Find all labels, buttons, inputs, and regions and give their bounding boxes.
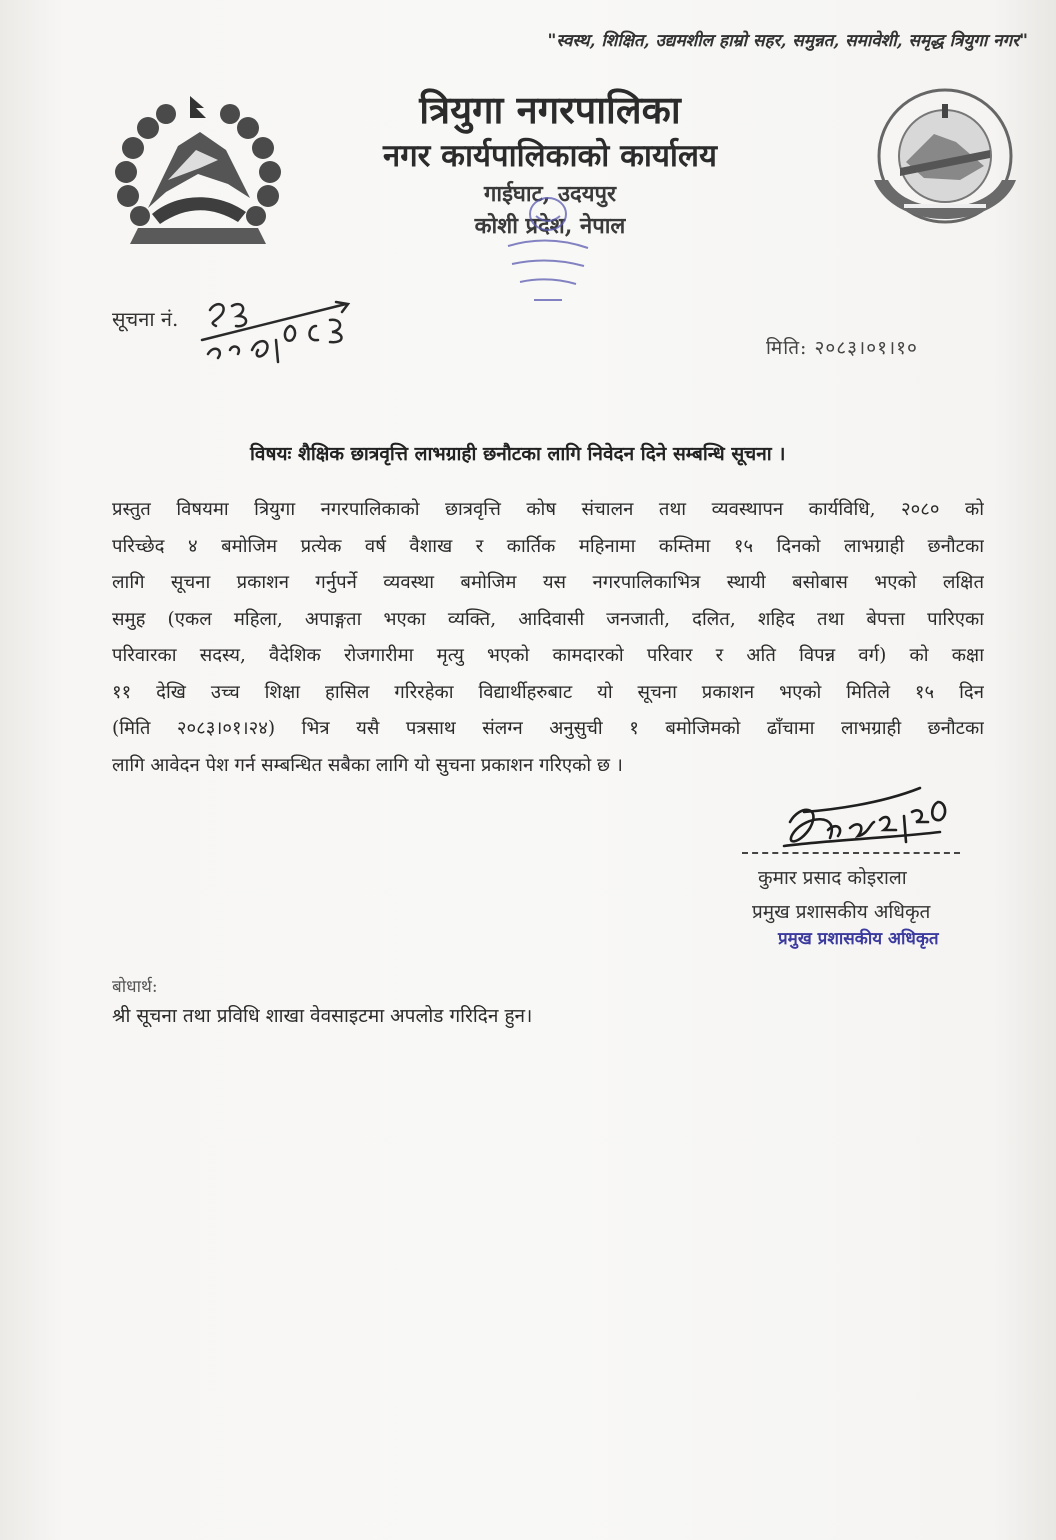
- office-stamp: [498, 186, 598, 316]
- letter-date: मिति: २०८३।०१।१०: [766, 337, 918, 359]
- municipality-motto: "स्वस्थ, शिक्षित, उद्यमशील हाम्रो सहर, समुन्नत, समावेशी, समृद्ध त्रियुगा नगर": [547, 31, 1028, 51]
- municipality-name: त्रियुगा नगरपालिका: [419, 87, 681, 132]
- body-line: ११ देखि उच्च शिक्षा हासिल गरिरहेका विद्यार्थीहरुबाट यो सूचना प्रकाशन भएको मितिले १५ दिन: [112, 681, 984, 703]
- body-line: (मिति २०८३।०१।२४) भित्र यसै पत्रसाथ संलग्न अनुसुची १ बमोजिमको ढाँचामा लाभग्राही छनौटका: [112, 718, 984, 739]
- signer-title: प्रमुख प्रशासकीय अधिकृत: [752, 901, 931, 923]
- nepal-emblem-logo: [108, 88, 288, 258]
- body-line: लागि आवेदन पेश गर्न सम्बन्धित सबैका लागि यो सुचना प्रकाशन गरिएको छ ।: [112, 754, 623, 776]
- cc-label: बोधार्थ:: [112, 977, 158, 997]
- subject-line: विषयः शैक्षिक छात्रवृत्ति लाभग्राही छनौटका लागि निवेदन दिने सम्बन्धि सूचना ।: [250, 443, 786, 465]
- signer-title-stamp: प्रमुख प्रशासकीय अधिकृत: [778, 929, 939, 949]
- municipality-logo: [864, 84, 1026, 236]
- address-line-1: गाईघाट, उदयपुर: [484, 181, 616, 207]
- address-line-2: कोशी प्रदेश, नेपाल: [474, 213, 626, 239]
- handwritten-signature: [770, 782, 990, 862]
- cc-text: श्री सूचना तथा प्रविधि शाखा वेवसाइटमा अपलोड गरिदिन हुन।: [112, 1005, 533, 1027]
- handwritten-notice-number: [196, 296, 366, 368]
- body-line: लागि सूचना प्रकाशन गर्नुपर्ने व्यवस्था बमोजिम यस नगरपालिकाभित्र स्थायी बसोबास भएको लक्षित: [112, 572, 984, 593]
- signature-line: [742, 852, 960, 854]
- body-line: परिच्छेद ४ बमोजिम प्रत्येक वर्ष वैशाख र कार्तिक महिनामा कम्तिमा १५ दिनको लाभग्राही छनौटका: [112, 535, 984, 557]
- signer-name: कुमार प्रसाद कोइराला: [758, 867, 907, 889]
- body-line: समुह (एकल महिला, अपाङ्गता भएका व्यक्ति, आदिवासी जनजाती, दलित, शहिद तथा बेपत्ता पारिएका: [112, 608, 984, 630]
- notice-body: [112, 492, 984, 784]
- body-line: परिवारका सदस्य, वैदेशिक रोजगारीमा मृत्यु भएको कामदारको परिवार र अति विपन्न वर्ग) को कक्षा: [112, 645, 984, 666]
- office-name: नगर कार्यपालिकाको कार्यालय: [383, 138, 717, 174]
- notice-number-label: सूचना नं.: [112, 307, 179, 331]
- body-line: प्रस्तुत विषयमा त्रियुगा नगरपालिकाको छात्रवृत्ति कोष संचालन तथा व्यवस्थापन कार्यविधि, २०८० को: [112, 499, 984, 520]
